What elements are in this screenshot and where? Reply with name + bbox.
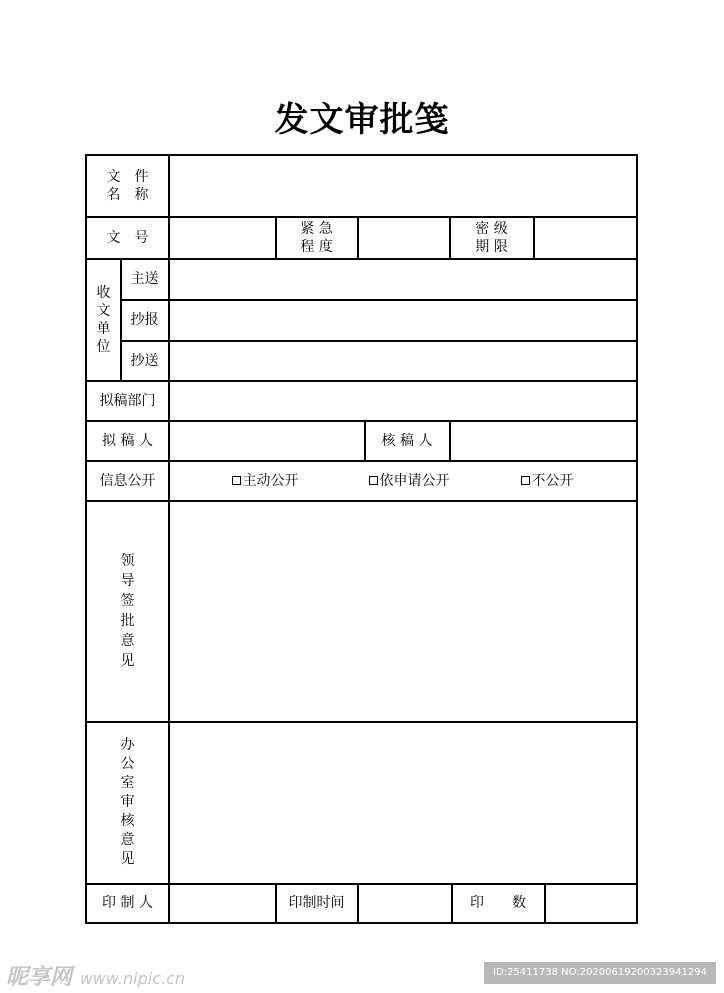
cc-send-field[interactable] [169, 341, 636, 380]
office-char-4: 审 [120, 794, 135, 810]
option-active-disclosure[interactable] [225, 461, 305, 500]
print-time-label: 印制时间 [288, 895, 345, 911]
office-opinion-field[interactable] [169, 722, 636, 883]
leader-char-3: 签 [120, 593, 135, 609]
cc-report-label: 抄报 [130, 312, 159, 328]
checkbox-icon[interactable] [232, 476, 241, 485]
reviewer-label: 核 稿 人 [381, 432, 433, 449]
secret-label-line1: 密 级 [475, 220, 508, 237]
recipient-char-2: 文 [96, 302, 111, 319]
recipient-char-1: 收 [96, 284, 111, 301]
office-char-3: 室 [120, 775, 135, 791]
recipient-char-3: 单 [96, 320, 111, 337]
leader-char-2: 导 [120, 573, 135, 589]
secret-label [450, 217, 533, 258]
drafting-dept-field[interactable] [169, 381, 636, 420]
checkbox-icon[interactable] [521, 476, 530, 485]
page-title: 发文审批笺 [274, 100, 450, 140]
watermark-logo [6, 960, 185, 991]
drafter-field[interactable] [169, 421, 364, 460]
leader-char-1: 领 [120, 553, 135, 569]
secret-label-line2: 期 限 [475, 238, 508, 255]
watermark-id: ID:25411738 NO:20200619200323941294 [484, 962, 716, 984]
cc-send-label: 抄送 [130, 352, 159, 369]
copies-label: 印 数 [470, 895, 526, 911]
office-char-6: 意 [120, 832, 135, 848]
file-name-label [87, 156, 168, 216]
office-char-1: 办 [120, 737, 135, 753]
checkbox-icon[interactable] [369, 476, 378, 485]
leader-opinion-label [87, 501, 168, 721]
office-char-5: 核 [120, 813, 135, 829]
urgency-label-line2: 程 度 [300, 238, 333, 255]
urgency-label [276, 217, 357, 258]
option-label: 主动公开 [242, 472, 299, 489]
office-char-2: 公 [120, 756, 135, 772]
drafting-dept-label: 拟稿部门 [99, 392, 156, 409]
watermark-url: www.nipic.cn [79, 969, 186, 988]
urgency-label-line1: 紧 急 [300, 220, 333, 237]
leader-opinion-field[interactable] [169, 501, 636, 721]
leader-char-4: 批 [120, 613, 135, 629]
secret-field[interactable] [534, 217, 636, 258]
file-name-label-line2: 名 称 [106, 187, 149, 203]
reviewer-field[interactable] [450, 421, 636, 460]
recipient-char-4: 位 [96, 338, 111, 355]
leader-char-6: 见 [120, 653, 135, 669]
option-label: 依申请公开 [379, 472, 450, 489]
doc-no-label: 文 号 [106, 229, 149, 246]
doc-no-field[interactable] [169, 217, 275, 258]
cc-report-field[interactable] [169, 300, 636, 340]
main-send-field[interactable] [169, 259, 636, 299]
option-not-public[interactable] [515, 461, 579, 500]
print-time-field[interactable] [358, 884, 451, 922]
copies-field[interactable] [545, 884, 636, 922]
file-name-field[interactable] [169, 156, 636, 216]
watermark-brand: 昵享网 [6, 965, 73, 990]
info-disclosure-label: 信息公开 [99, 472, 156, 489]
option-label: 不公开 [531, 472, 574, 489]
approval-form [85, 154, 638, 924]
file-name-label-line1: 文 件 [106, 169, 149, 185]
recipient-unit-label [87, 259, 120, 380]
main-send-label: 主送 [130, 271, 159, 287]
printer-field[interactable] [169, 884, 275, 922]
option-on-request[interactable] [361, 461, 457, 500]
office-opinion-label [87, 722, 168, 883]
leader-char-5: 意 [120, 633, 135, 649]
drafter-label: 拟 稿 人 [102, 432, 153, 449]
office-char-7: 见 [120, 851, 135, 867]
printer-label: 印 制 人 [102, 895, 153, 911]
urgency-field[interactable] [358, 217, 449, 258]
